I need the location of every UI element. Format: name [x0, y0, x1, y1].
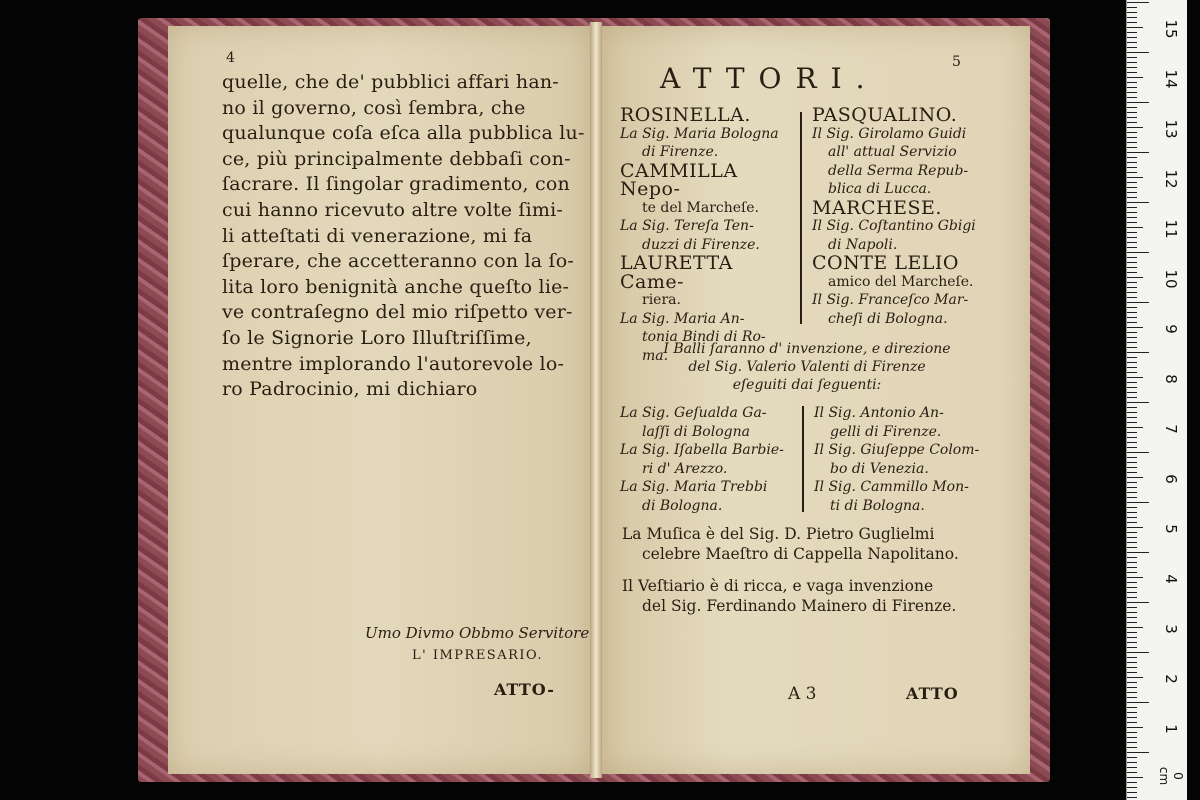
ruler-tick — [1127, 577, 1143, 578]
ruler-tick — [1127, 92, 1137, 93]
body-line: ſo le Signorie Loro Illuſtriſſime, — [222, 326, 532, 349]
ruler-tick — [1127, 402, 1149, 403]
ruler-number: 11 — [1162, 219, 1180, 239]
ruler-tick — [1127, 202, 1149, 203]
body-line: ro Padrocinio, mi dichiaro — [222, 378, 478, 401]
ruler-tick — [1127, 752, 1149, 753]
ruler-tick — [1127, 307, 1137, 308]
ruler-tick — [1127, 682, 1137, 683]
performer-line: duzzi di Firenze. — [642, 236, 760, 253]
ruler-tick — [1127, 742, 1137, 743]
ruler-tick — [1127, 592, 1137, 593]
ruler-tick — [1127, 602, 1149, 603]
performer-line: riera. — [642, 292, 681, 308]
ruler-tick — [1127, 587, 1137, 588]
ruler-tick — [1127, 797, 1137, 798]
cast-right-column — [812, 106, 1002, 328]
ruler-tick — [1127, 702, 1149, 703]
dancer-line: La Sig. Maria Trebbi — [620, 479, 768, 495]
ruler-tick — [1127, 482, 1137, 483]
ruler-tick — [1127, 257, 1137, 258]
body-line: ſperare, che accetteranno con la ſo- — [222, 250, 575, 273]
ruler-tick — [1127, 327, 1143, 328]
ruler-tick — [1127, 607, 1137, 608]
ruler-tick — [1127, 422, 1137, 423]
dancer-line: Il Sig. Cammillo Mon- — [814, 479, 969, 495]
ruler-tick — [1127, 342, 1137, 343]
ruler-tick — [1127, 172, 1137, 173]
ruler-number: 13 — [1162, 119, 1180, 139]
performer-line: Il Sig. Franceſco Mar- — [812, 292, 969, 308]
ruler-tick — [1127, 647, 1137, 648]
ruler-tick — [1127, 222, 1137, 223]
ruler-tick — [1127, 292, 1137, 293]
performer-line: tonia Bindi di Ro- — [642, 329, 766, 345]
ruler-tick — [1127, 37, 1137, 38]
ruler-tick — [1127, 117, 1137, 118]
ruler-tick — [1127, 122, 1137, 123]
ruler-tick — [1127, 627, 1143, 628]
ruler-tick — [1127, 132, 1137, 133]
ruler-tick — [1127, 102, 1149, 103]
ruler-tick — [1127, 632, 1137, 633]
ruler-tick — [1127, 552, 1149, 553]
ruler-tick — [1127, 622, 1137, 623]
ruler-tick — [1127, 252, 1149, 253]
ruler-number: 3 — [1162, 624, 1180, 634]
ruler-tick — [1127, 722, 1137, 723]
ruler-tick — [1127, 737, 1137, 738]
ruler-tick — [1127, 782, 1137, 783]
ruler-tick — [1127, 77, 1143, 78]
signer: L' IMPRESARIO. — [412, 648, 544, 663]
ruler-tick — [1127, 57, 1137, 58]
ruler-tick — [1127, 732, 1137, 733]
performer-line: all' attual Servizio — [828, 144, 957, 160]
ruler-tick — [1127, 582, 1137, 583]
ruler-tick — [1127, 527, 1143, 528]
ruler-tick — [1127, 162, 1137, 163]
body-line: lita loro benignità anche queſto lie- — [222, 275, 570, 298]
ruler-tick — [1127, 42, 1137, 43]
ruler-tick — [1127, 347, 1137, 348]
ruler-tick — [1127, 372, 1137, 373]
ballet-intro-line: I Balli ſaranno d' invenzione, e direzione — [663, 341, 951, 357]
ruler-tick — [1127, 487, 1137, 488]
role-name: LAURETTA Came- — [620, 252, 733, 293]
ruler-number: 8 — [1162, 374, 1180, 384]
performer-line: te del Marcheſe. — [642, 199, 759, 216]
performer-line: della Serma Repub- — [828, 162, 969, 179]
ruler-tick — [1127, 52, 1149, 53]
left-page-number: 4 — [226, 50, 235, 66]
ruler-tick — [1127, 407, 1137, 408]
performer-line: di Firenze. — [642, 144, 719, 160]
ruler-tick — [1127, 7, 1137, 8]
ruler-tick — [1127, 47, 1137, 48]
ruler-tick — [1127, 672, 1137, 673]
body-line: li atteſtati di venerazione, mi fa — [222, 224, 533, 247]
ruler-number: 9 — [1162, 324, 1180, 334]
performer-line: ma. — [642, 347, 669, 364]
ruler-tick — [1127, 2, 1149, 3]
ruler-tick — [1127, 792, 1137, 793]
ruler-tick — [1127, 512, 1137, 513]
ruler-tick — [1127, 27, 1143, 28]
ruler-tick — [1127, 652, 1149, 653]
ruler-tick — [1127, 112, 1137, 113]
ruler-tick — [1127, 667, 1137, 668]
performer-line: amico del Marcheſe. — [828, 273, 974, 290]
ruler-tick — [1127, 152, 1149, 153]
performer-line: La Sig. Maria Bologna — [620, 125, 779, 142]
ruler-tick — [1127, 397, 1137, 398]
performer-line: di Napoli. — [828, 236, 898, 253]
ruler-number: 5 — [1162, 524, 1180, 534]
ruler-tick — [1127, 297, 1137, 298]
ruler-tick — [1127, 747, 1137, 748]
ruler-number: 6 — [1162, 474, 1180, 484]
ruler-tick — [1127, 467, 1137, 468]
ruler-unit: 0 cm — [1157, 766, 1185, 786]
ruler-tick — [1127, 242, 1137, 243]
ruler-tick — [1127, 32, 1137, 33]
performer-line: cheſi di Bologna. — [828, 310, 948, 327]
ruler-tick — [1127, 772, 1137, 773]
body-line: quelle, che de' pubblici affari han- — [222, 71, 559, 93]
ruler-tick — [1127, 712, 1137, 713]
ruler-tick — [1127, 322, 1137, 323]
ruler-tick — [1127, 562, 1137, 563]
ruler-tick — [1127, 302, 1149, 303]
role-name: PASQUALINO. — [812, 104, 958, 126]
ruler-tick — [1127, 382, 1137, 383]
ruler-tick — [1127, 377, 1143, 378]
dancer-line: ri d' Arezzo. — [642, 460, 728, 477]
body-line: ve contraſegno del mio riſpetto ver- — [222, 301, 573, 324]
role-name: ROSINELLA. — [620, 104, 751, 126]
ruler-tick — [1127, 677, 1143, 678]
signature-mark: A 3 — [788, 684, 817, 704]
ruler-number: 12 — [1162, 169, 1180, 189]
page-title: ATTORI. — [660, 62, 879, 95]
ruler-tick — [1127, 767, 1137, 768]
ruler-tick — [1127, 757, 1137, 758]
left-catchword: ATTO- — [494, 680, 555, 699]
ruler-tick — [1127, 547, 1137, 548]
ruler-tick — [1127, 197, 1137, 198]
performer-line: Il Sig. Coſtantino Gbigi — [812, 218, 976, 234]
ruler-tick — [1127, 532, 1137, 533]
ruler-tick — [1127, 247, 1137, 248]
ruler-tick — [1127, 282, 1137, 283]
body-line: qualunque coſa eſca alla pubblica lu- — [222, 122, 585, 145]
ruler-tick — [1127, 232, 1137, 233]
ruler-tick — [1127, 277, 1143, 278]
ruler-tick — [1127, 692, 1137, 693]
ruler-tick — [1127, 287, 1137, 288]
music-line: celebre Maeſtro di Cappella Napolitano. — [642, 545, 959, 563]
ruler-tick — [1127, 432, 1137, 433]
body-line: ce, più principalmente debbaſi con- — [222, 147, 571, 170]
ruler-tick — [1127, 217, 1137, 218]
ruler-tick — [1127, 417, 1137, 418]
ballet-intro — [622, 340, 992, 394]
ruler-tick — [1127, 457, 1137, 458]
ruler-tick — [1127, 762, 1137, 763]
dancers-right-column — [814, 404, 1004, 515]
dancer-line: di Bologna. — [642, 497, 723, 514]
ruler-tick — [1127, 312, 1137, 313]
ruler-tick — [1127, 157, 1137, 158]
ruler-tick — [1127, 472, 1137, 473]
ruler-tick — [1127, 167, 1137, 168]
dancer-line: laſſi di Bologna — [642, 423, 750, 440]
ruler-number: 1 — [1162, 724, 1180, 734]
ruler-tick — [1127, 182, 1137, 183]
ruler-tick — [1127, 707, 1137, 708]
music-line: La Muſica è del Sig. D. Pietro Guglielmi — [622, 525, 935, 543]
ruler-tick — [1127, 717, 1137, 718]
ruler-tick — [1127, 477, 1143, 478]
ruler-tick — [1127, 447, 1137, 448]
ruler-tick — [1127, 17, 1137, 18]
ruler-tick — [1127, 317, 1137, 318]
dancer-line: ti di Bologna. — [830, 497, 925, 514]
performer-line: blica di Lucca. — [828, 181, 932, 197]
ruler-tick — [1127, 352, 1149, 353]
ruler-tick — [1127, 442, 1137, 443]
ruler-tick — [1127, 107, 1137, 108]
ruler-number: 4 — [1162, 574, 1180, 584]
costume-credit — [622, 576, 1002, 616]
measuring-ruler — [1126, 0, 1187, 800]
ruler-tick — [1127, 187, 1137, 188]
ruler-number: 14 — [1162, 69, 1180, 89]
ruler-tick — [1127, 437, 1137, 438]
column-divider — [802, 406, 804, 512]
ruler-tick — [1127, 332, 1137, 333]
ruler-tick — [1127, 617, 1137, 618]
ruler-tick — [1127, 537, 1137, 538]
ruler-tick — [1127, 12, 1137, 13]
ruler-tick — [1127, 367, 1137, 368]
ruler-tick — [1127, 787, 1137, 788]
ruler-tick — [1127, 212, 1137, 213]
ruler-tick — [1127, 82, 1137, 83]
costume-line: Il Veſtiario è di ricca, e vaga invenzione — [622, 577, 934, 595]
ruler-tick — [1127, 567, 1137, 568]
ruler-tick — [1127, 777, 1143, 778]
ruler-tick — [1127, 637, 1137, 638]
body-line: no il governo, così ſembra, che — [222, 96, 526, 119]
ruler-tick — [1127, 72, 1137, 73]
ruler-tick — [1127, 492, 1137, 493]
ruler-tick — [1127, 557, 1137, 558]
dancer-line: La Sig. Iſabella Barbie- — [620, 442, 784, 458]
ruler-tick — [1127, 147, 1137, 148]
ruler-tick — [1127, 142, 1137, 143]
ruler-tick — [1127, 177, 1143, 178]
ruler-tick — [1127, 362, 1137, 363]
ruler-tick — [1127, 572, 1137, 573]
role-name: CONTE LELIO — [812, 252, 960, 274]
ruler-tick — [1127, 272, 1137, 273]
body-line: cui hanno ricevuto altre volte ſimi- — [222, 198, 564, 221]
performer-line: La Sig. Maria An- — [620, 310, 745, 327]
ruler-tick — [1127, 412, 1137, 413]
ruler-tick — [1127, 542, 1137, 543]
ruler-tick — [1127, 517, 1137, 518]
ruler-tick — [1127, 662, 1137, 663]
column-divider — [800, 112, 802, 324]
ruler-number: 7 — [1162, 424, 1180, 434]
dancer-line: Il Sig. Giuſeppe Colom- — [814, 442, 980, 458]
music-credit — [622, 524, 1002, 564]
ruler-tick — [1127, 387, 1137, 388]
ruler-number: 10 — [1162, 269, 1180, 289]
ruler-tick — [1127, 502, 1149, 503]
ruler-tick — [1127, 497, 1137, 498]
dancer-line: Il Sig. Antonio An- — [814, 405, 944, 421]
ruler-tick — [1127, 612, 1137, 613]
role-name: MARCHESE. — [812, 196, 942, 219]
ruler-tick — [1127, 657, 1137, 658]
ballet-intro-line: eſeguiti dai ſeguenti: — [732, 377, 882, 393]
ballet-intro-line: del Sig. Valerio Valenti di Firenze — [688, 359, 926, 375]
body-line: ſacrare. Il ſingolar gradimento, con — [222, 173, 570, 196]
ruler-tick — [1127, 267, 1137, 268]
role-name: CAMMILLA Nepo- — [620, 159, 738, 200]
ruler-tick — [1127, 262, 1137, 263]
dancer-line: bo di Venezia. — [830, 460, 929, 477]
ruler-tick — [1127, 207, 1137, 208]
ruler-tick — [1127, 62, 1137, 63]
costume-line: del Sig. Ferdinando Mainero di Firenze. — [642, 597, 957, 615]
right-page-number: 5 — [952, 54, 961, 70]
ruler-tick — [1127, 452, 1149, 453]
cast-left-column — [620, 106, 800, 365]
ruler-tick — [1127, 137, 1137, 138]
ruler-tick — [1127, 427, 1143, 428]
dancer-line: gelli di Firenze. — [830, 423, 942, 440]
ruler-tick — [1127, 22, 1137, 23]
ruler-tick — [1127, 337, 1137, 338]
performer-line: Il Sig. Girolamo Guidi — [812, 125, 967, 142]
ruler-tick — [1127, 227, 1143, 228]
ruler-tick — [1127, 392, 1137, 393]
ruler-tick — [1127, 642, 1137, 643]
ruler-tick — [1127, 462, 1137, 463]
ruler-tick — [1127, 697, 1137, 698]
ruler-number: 2 — [1162, 674, 1180, 684]
ruler-number: 15 — [1162, 19, 1180, 39]
left-page-body — [222, 70, 592, 403]
ruler-tick — [1127, 237, 1137, 238]
ruler-tick — [1127, 127, 1143, 128]
ruler-tick — [1127, 97, 1137, 98]
ruler-tick — [1127, 87, 1137, 88]
performer-line: La Sig. Tereſa Ten- — [620, 218, 754, 234]
signature-line: Umo Divmo Obbmo Servitore — [365, 624, 590, 642]
ruler-tick — [1127, 597, 1137, 598]
ruler-tick — [1127, 67, 1137, 68]
dancer-line: La Sig. Geſualda Ga- — [620, 405, 767, 421]
ruler-tick — [1127, 357, 1137, 358]
right-catchword: ATTO — [906, 684, 959, 703]
ruler-tick — [1127, 192, 1137, 193]
dancers-left-column — [620, 404, 804, 515]
ruler-tick — [1127, 507, 1137, 508]
ruler-tick — [1127, 727, 1143, 728]
body-line: mentre implorando l'autorevole lo- — [222, 352, 565, 375]
ruler-tick — [1127, 687, 1137, 688]
ruler-tick — [1127, 522, 1137, 523]
